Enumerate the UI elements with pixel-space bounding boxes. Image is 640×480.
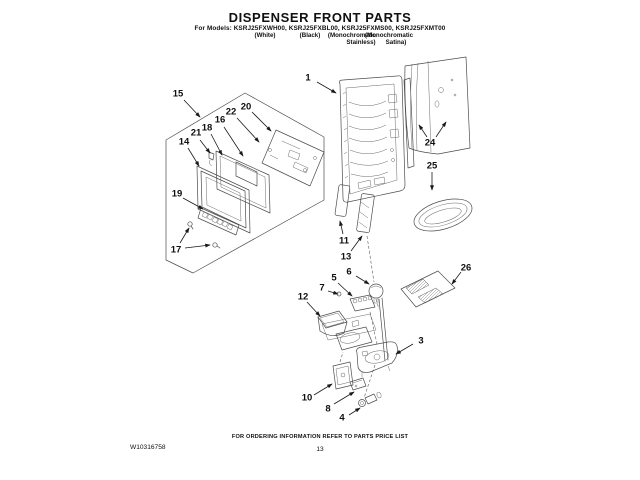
page-title: DISPENSER FRONT PARTS: [228, 10, 412, 25]
callout-4: 4: [339, 412, 345, 424]
callout-8: 8: [325, 403, 331, 415]
document-number: W10316758: [130, 444, 166, 451]
part-clip-bracket: [209, 152, 214, 166]
part-grille: [401, 271, 455, 307]
part-curved-panel: [405, 57, 470, 154]
callout-14: 14: [178, 136, 190, 148]
part-trim-strip: [404, 78, 414, 168]
ordering-note: FOR ORDERING INFORMATION REFER TO PARTS PRICE LIST: [231, 434, 409, 440]
part-base-assembly: [357, 342, 398, 377]
part-inner-frame: [216, 151, 270, 213]
part-insert: [236, 162, 257, 186]
part-door-panel: [166, 93, 324, 273]
part-facade-frame: [197, 166, 250, 233]
part-tray: [410, 193, 476, 237]
callout-10: 10: [301, 392, 313, 404]
part-bucket: [318, 311, 347, 336]
callout-arrows: [180, 82, 461, 415]
callout-5: 5: [331, 272, 337, 284]
part-plate: [333, 362, 353, 389]
callout-20: 20: [240, 101, 252, 113]
callout-15: 15: [172, 88, 184, 100]
callout-26: 26: [460, 262, 472, 274]
callout-13: 13: [340, 251, 352, 263]
part-dispenser-housing: [339, 76, 405, 202]
callout-19: 19: [171, 188, 183, 200]
finish-mono-satina-2: Satina): [385, 39, 407, 46]
finish-mono-satina: (Monochromatic: [364, 32, 414, 39]
finish-mono-stainless-2: Stainless): [346, 39, 376, 46]
part-slotted-bracket: [350, 295, 375, 311]
callout-3: 3: [418, 335, 424, 347]
callout-16: 16: [214, 114, 226, 126]
callout-6: 6: [346, 266, 352, 278]
callout-22: 22: [225, 106, 237, 118]
models-line: For Models: KSRJ25FXWH00, KSRJ25FXBL00, KSRJ25FXMS00, KSRJ25FXMT00: [194, 25, 446, 32]
finish-black: (Black): [299, 32, 321, 39]
page-number: 13: [316, 446, 324, 453]
callout-1: 1: [305, 72, 311, 84]
callout-24: 24: [424, 137, 436, 149]
part-actuator-assembly: [322, 314, 376, 350]
callout-25: 25: [426, 160, 438, 172]
callout-11: 11: [338, 235, 350, 247]
part-knob: [369, 284, 383, 303]
callout-7: 7: [319, 282, 325, 294]
finish-white: (White): [254, 32, 276, 39]
callout-17: 17: [170, 244, 182, 256]
part-fitting: [359, 391, 382, 406]
callout-12: 12: [297, 291, 309, 303]
part-control-board: [262, 130, 324, 186]
callout-21: 21: [190, 127, 202, 139]
callout-18: 18: [201, 122, 213, 134]
part-support-rod: [379, 298, 388, 361]
finish-mono-stainless: (Monochromatic: [327, 32, 377, 39]
